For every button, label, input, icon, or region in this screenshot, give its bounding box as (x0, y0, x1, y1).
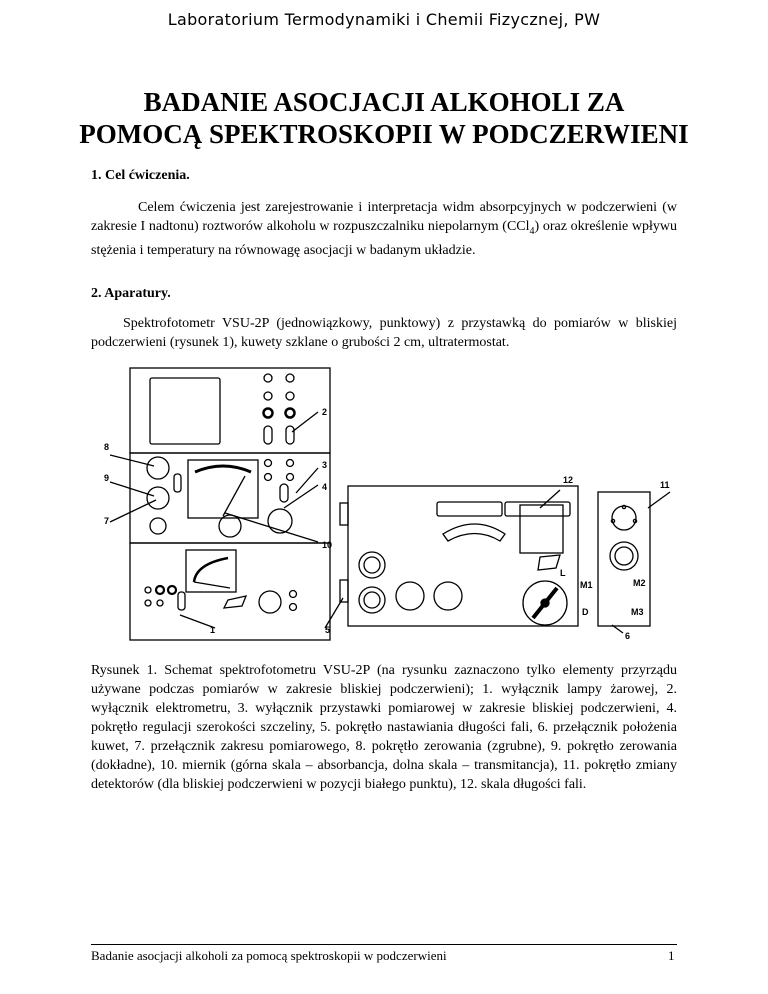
panel-top-window (150, 378, 220, 444)
label-4: 4 (322, 482, 328, 492)
panel-top (130, 368, 330, 453)
label-10: 10 (322, 540, 333, 550)
leader-line-5 (325, 598, 343, 628)
lower-meter-scale (194, 558, 228, 582)
mid-knob (287, 474, 294, 481)
title-line-2: POMOCĄ SPEKTROSKOPII W PODCZERWIENI (79, 119, 689, 149)
label-D: D (582, 607, 589, 617)
ir-attachment-switch (280, 484, 288, 502)
label-M2: M2 (633, 578, 646, 588)
detector-dot (622, 505, 625, 508)
range-switch (174, 474, 181, 492)
leader-line-2 (292, 412, 318, 432)
wavelength-scale-12 (505, 502, 570, 516)
slit-width-knob (268, 509, 292, 533)
section-1-text-b: ) oraz określenie wpływu stężenia i temperatury na równowagę asocjacji w badanym układzie. (91, 219, 677, 258)
top-knob-bold (286, 409, 295, 418)
leader-line-7 (110, 500, 156, 522)
wavelength-window (437, 502, 502, 516)
label-M1: M1 (580, 580, 593, 590)
meter-scale-upper (195, 466, 251, 472)
wavelength-knob-5 (340, 580, 348, 602)
small-knob (150, 518, 166, 534)
footer-divider (91, 944, 677, 945)
meter-needle (223, 476, 245, 516)
mid-knob (265, 460, 272, 467)
page-number: 1 (668, 948, 675, 963)
cuvette-selector-pointer (533, 588, 557, 618)
section-1-heading: 1. Cel ćwiczenia. (91, 168, 190, 183)
label-8: 8 (104, 442, 110, 452)
meter-10 (188, 460, 258, 518)
zero-coarse-knob (147, 457, 169, 479)
figure-caption: Rysunek 1. Schemat spektrofotometru VSU-2P (na rysunku zaznaczono tylko elementy przyrządu używane podczas pomiarów w zakresie bliskiej podczerwieni); 1. wyłącznik lampy żarowej, 2. wyłącznik elektrometru, 3. wyłącznik przystawki pomiarowej w zakresie bliskiej podczerwieni, 4. pokrętło regulacji szerokości szczeliny, 5. pokrętło nastawiania długości fali, 6. przełącznik położenia kuwet, 7. przełącznik zakresu pomiarowego, 8. pokrętło zerowania (zgrubne), 9. pokrętło zerowania (dokładne), 10. miernik (górna skala – absorbancja, dolna skala – transmitancja), 11. pokrętło zmiany detektorów (dla bliskiej podczerwieni w pozycji białego punktu), 12. skala długości fali. (91, 663, 677, 792)
detector-knob-inner (615, 547, 633, 565)
lower-meter (186, 550, 236, 592)
bottom-small-knob (156, 586, 164, 594)
wavelength-arc (443, 524, 505, 541)
section-1-subscript: 4 (529, 225, 535, 237)
top-small-knob (264, 392, 272, 400)
body-knob-inner (364, 557, 380, 573)
leader-line-9 (110, 482, 154, 496)
top-small-knob (264, 374, 272, 382)
section-2-heading: 2. Aparatury. (91, 286, 171, 301)
detector-switch-11 (612, 506, 636, 530)
body-knob (359, 552, 385, 578)
section-1-text-a: Celem ćwiczenia jest zarejestrowanie i interpretacja widm absorpcyjnych w podczerwieni (w zakresie I nadtonu) roztworów alkoholu w rozpuszczalniku niepolarnym (CCl (91, 200, 677, 234)
leader-line-11 (648, 492, 670, 508)
bottom-knob (259, 591, 281, 613)
spectrophotometer-diagram (100, 360, 680, 650)
label-L: L (560, 568, 566, 578)
top-knob-bold (264, 409, 273, 418)
zero-fine-knob (147, 487, 169, 509)
bottom-knob-small (290, 591, 297, 598)
leader-line-10 (225, 513, 318, 542)
label-1: 1 (210, 625, 216, 635)
body-large-knob (434, 582, 462, 610)
detector-unit (598, 492, 650, 626)
section-2-paragraph: Spektrofotometr VSU-2P (jednowiązkowy, punktowy) z przystawką do pomiarów w bliskiej podczerwieni (rysunek 1), kuwety szklane o grubości 2 cm, ultratermostat. (91, 316, 677, 350)
label-11: 11 (660, 480, 670, 490)
bottom-small-knob (157, 600, 163, 606)
body-panel-window (520, 505, 563, 553)
top-small-knob (286, 392, 294, 400)
leader-line-3 (296, 468, 318, 493)
mid-knob (265, 474, 272, 481)
bottom-small-knob (145, 600, 151, 606)
spectrophotometer-figure (100, 360, 680, 650)
wavelength-connector-upper (340, 503, 348, 525)
switch-1-top (264, 426, 272, 444)
lower-meter-needle (194, 582, 230, 588)
bottom-small-knob (168, 586, 176, 594)
bottom-small-knob (145, 587, 151, 593)
label-6: 6 (625, 631, 631, 641)
top-small-knob (286, 374, 294, 382)
mid-knob (287, 460, 294, 467)
title-line-1: BADANIE ASOCJACJI ALKOHOLI ZA (143, 87, 625, 117)
page-header: Laboratorium Termodynamiki i Chemii Fizycznej, PW (167, 10, 601, 29)
label-12: 12 (563, 475, 574, 485)
leader-line-4 (284, 485, 318, 508)
section-1-paragraph (91, 198, 677, 260)
label-9: 9 (104, 473, 110, 483)
label-M3: M3 (631, 607, 644, 617)
bottom-lever (224, 596, 246, 608)
label-5: 5 (325, 625, 331, 635)
label-3: 3 (322, 460, 328, 470)
document-title (60, 86, 708, 150)
electrometer-switch (286, 426, 294, 444)
body-knob-inner (364, 592, 380, 608)
label-7: 7 (104, 516, 110, 526)
body-lever (538, 555, 560, 570)
footer-title: Badanie asocjacji alkoholi za pomocą spektroskopii w podczerwieni (91, 948, 447, 963)
body-knob (359, 587, 385, 613)
detector-knob (610, 542, 638, 570)
body-large-knob (396, 582, 424, 610)
label-2: 2 (322, 407, 328, 417)
leader-line-8 (110, 455, 154, 466)
lamp-switch (178, 592, 185, 610)
bottom-knob-small (290, 604, 297, 611)
